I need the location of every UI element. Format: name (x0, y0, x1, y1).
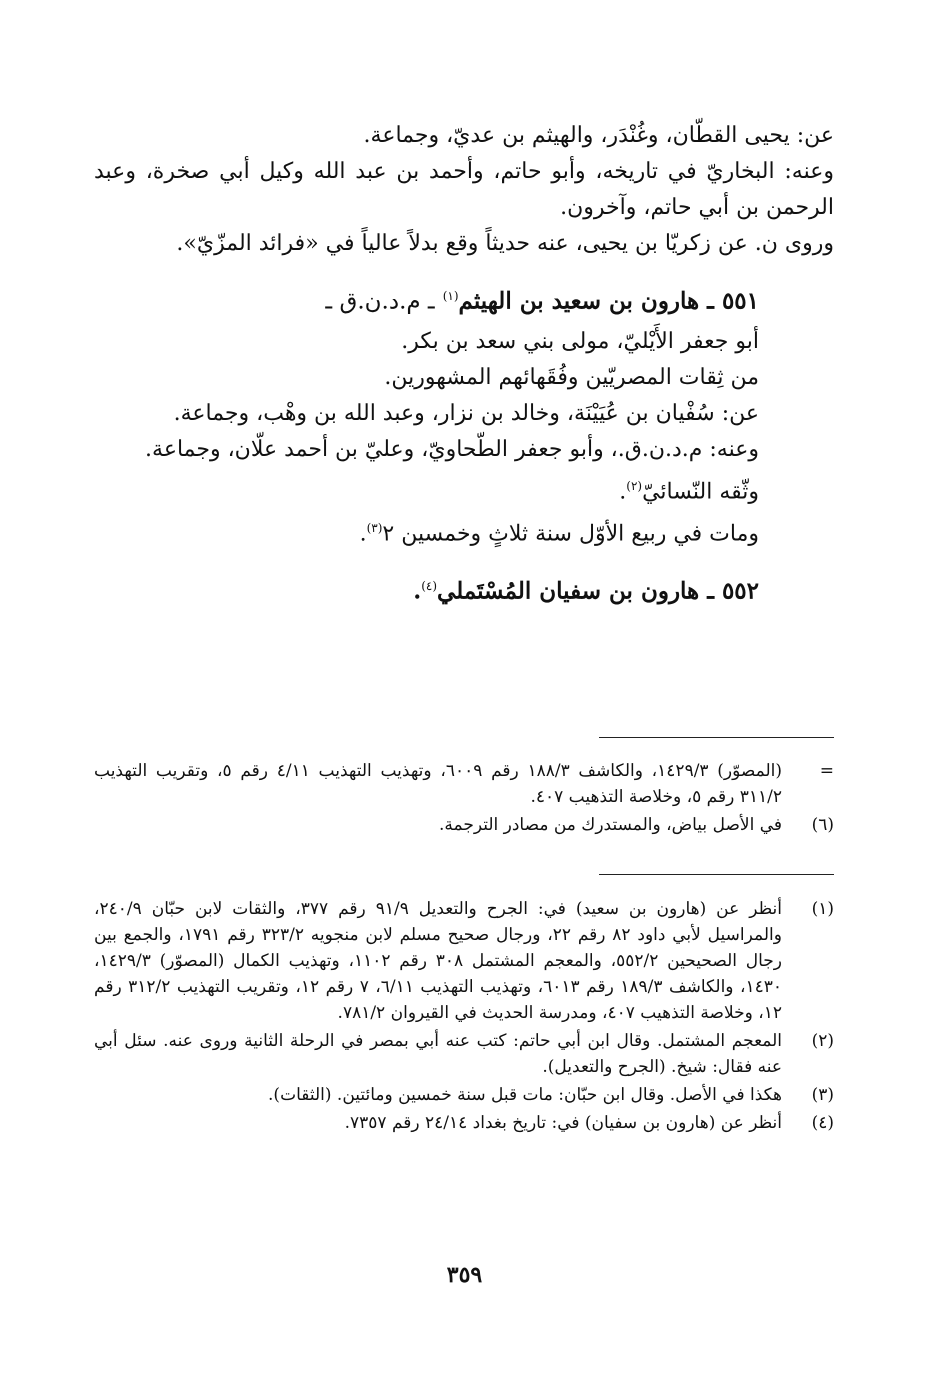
main-text (94, 118, 834, 614)
footnote-text: أنظر عن (هارون بن سعيد) في: الجرح والتعديل ٩١/٩ رقم ٣٧٧، والثقات لابن حبّان ٢٤٠/٩، والمراسيل لأبي داود ٨٢ رقم ٢٢، ورجال صحيح مسلم لابن منجويه ٣٢٣/٢ رقم ١٧٩١، والجمع بين رجال الصحيحين ٥٥٢/٢، والمعجم المشتمل ٣٠٨ رقم ١١٠٢، وتهذيب الكمال (المصوّر) ١٤٢٩/٣، ١٤٣٠، والكاشف ١٨٩/٣ رقم ٦٠١٣، وتهذيب التهذيب ٦/١١، ٧ رقم ١٢، وتقريب التهذيب ٣١٢/٢ رقم ١٢، وخلاصة التذهيب ٤٠٧، ومدرسة الحديث في القيروان ٧٨١/٢. (94, 899, 783, 1023)
footnote-number: (٦) (811, 815, 834, 835)
footnote-item (94, 1110, 834, 1136)
footnote-item (94, 1082, 834, 1108)
page-number: ٣٥٩ (446, 1262, 483, 1288)
period: . (413, 577, 422, 605)
period: . (619, 478, 627, 504)
footnote-number: (٣) (811, 1085, 834, 1105)
footnote-ref: (٤) (421, 579, 438, 594)
footnote-text: في الأصل بياض، والمستدرك من مصادر الترجمة. (438, 815, 782, 835)
text-line: أبو جعفر الأَيْليّ، مولى بني سعد بن بكر. (401, 328, 759, 354)
footnote-ref: (٣) (366, 520, 383, 535)
death-line (94, 510, 834, 552)
footnote-text: (المصوّر) ١٤٢٩/٣، والكاشف ١٨٨/٣ رقم ٦٠٠٩، وتهذيب التهذيب ٤/١١ رقم ٥، وتقريب التهذيب ٣١١/٢ رقم ٥، وخلاصة التذهيب ٤٠٧. (94, 761, 783, 807)
entry-sigla: ـ م.د.ن.ق ـ (325, 288, 435, 315)
period: . (359, 521, 367, 547)
footnotes (94, 896, 834, 1138)
footnote-item (94, 812, 834, 838)
death-text: ومات في ربيع الأوّل سنة ثلاثٍ وخمسين ٢ (382, 521, 759, 547)
entry-heading-552 (94, 568, 834, 610)
footnote-number: (٤) (811, 1113, 834, 1133)
footnote-text: هكذا في الأصل. وقال ابن حبّان: مات قبل سنة خمسين ومائتين. (الثقات). (268, 1085, 782, 1105)
footnote-text: أنظر عن (هارون بن سفيان) في: تاريخ بغداد ٢٤/١٤ رقم ٧٣٥٧. (344, 1113, 782, 1133)
text-line: من ثِقات المصريّين وفُقَهائهم المشهورين. (384, 364, 759, 390)
text-line: وعنه: م.د.ن.ق.، وأبو جعفر الطّحاويّ، وعليّ بن أحمد علّان، وجماعة. (145, 436, 759, 462)
footnote-divider (599, 737, 834, 738)
entry-title: ٥٥٢ ـ هارون بن سفيان المُسْتَملي (437, 577, 759, 605)
footnote-item (94, 896, 834, 1026)
footnote-number: (٢) (811, 1031, 834, 1051)
footnote-ref: (٢) (626, 478, 643, 493)
text-line: عن: سُفْيان بن عُيَيْنَة، وخالد بن نزار، وعبد الله بن وهْب، وجماعة. (173, 400, 759, 426)
text-line: عن: يحيى القطّان، وغُنْدَر، والهيثم بن عديّ، وجماعة. (363, 123, 834, 148)
entry-title: ٥٥١ ـ هارون بن سعيد بن الهيثم (458, 287, 759, 315)
footnote-divider (599, 874, 834, 875)
footnote-number: = (819, 761, 834, 781)
footnote-ref: (١) (442, 289, 459, 303)
footnote-text: المعجم المشتمل. وقال ابن أبي حاتم: كتب عنه أبي بمصر في الرحلة الثانية وروى عنه. سئل أبي عنه فقال: شيخ. (الجرح والتعديل). (94, 1031, 782, 1077)
footnote-number: (١) (811, 899, 834, 919)
footnote-item (94, 1028, 834, 1080)
text-line: وروى ن. عن زكريّا بن يحيى، عنه حديثاً وقع بدلاً عالياً في «فرائد المزّيّ». (176, 231, 834, 256)
previous-footnotes (94, 758, 834, 840)
entry-heading-551 (94, 278, 834, 320)
text-line: وعنه: البخاريّ في تاريخه، وأبو حاتم، وأحمد بن عبد الله وكيل أبي صخرة، وعبد الرحمن بن أبي حاتم، وآخرون. (94, 159, 834, 220)
tawthiq-text: وثّقه النّسائيّ (642, 478, 759, 504)
footnote-item (94, 758, 834, 810)
tawthiq-line (94, 468, 834, 510)
